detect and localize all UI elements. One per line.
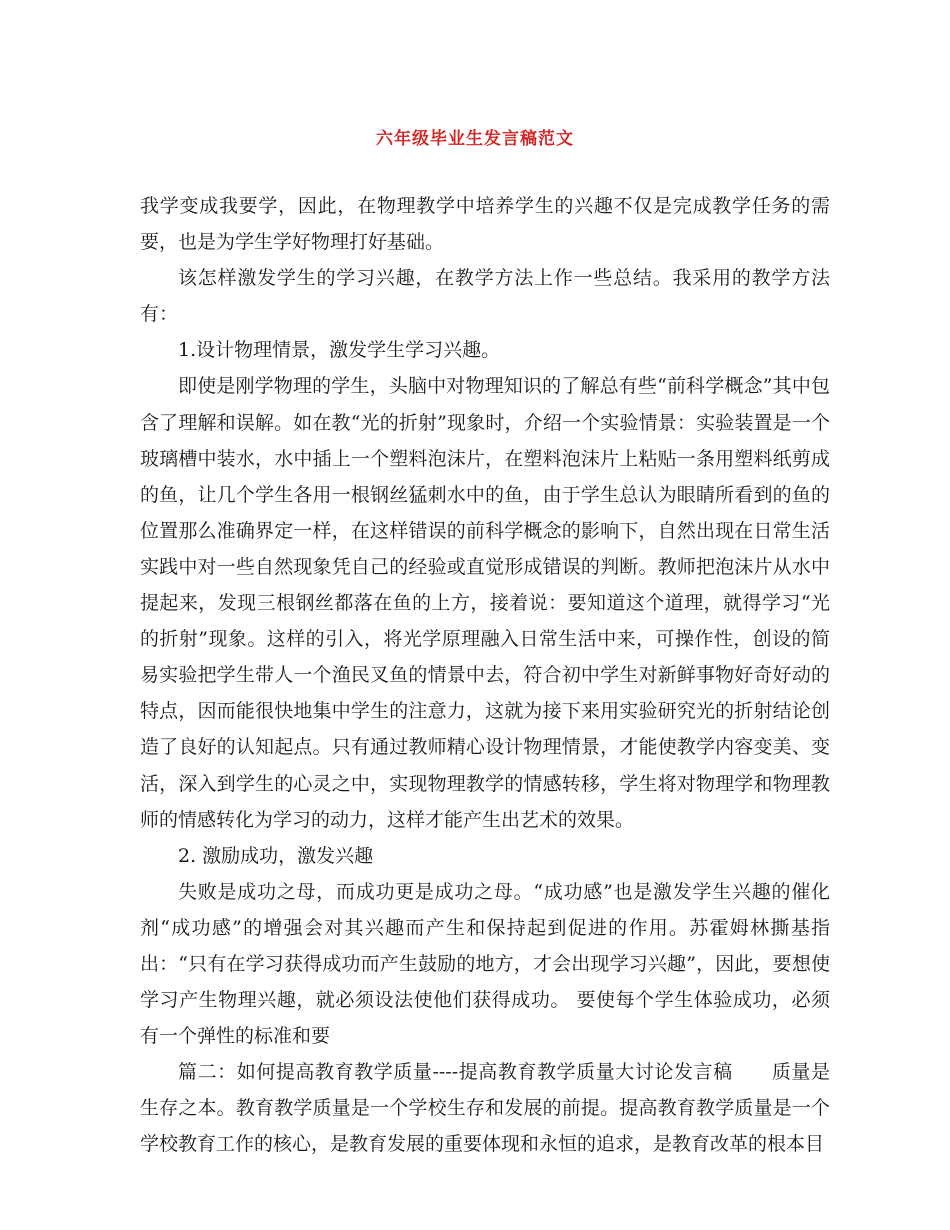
document-body: [140, 188, 830, 1163]
paragraph-3: 即使是刚学物理的学生，头脑中对物理知识的了解总有些“前科学概念”其中包含了理解和误解。如在教“光的折射”现象时，介绍一个实验情景：实验装置是一个玻璃槽中装水，水中插上一个塑料泡沫片，在塑料泡沫片上粘贴一条用塑料纸剪成的鱼，让几个学生各用一根钢丝猛刺水中的鱼，由于学生总认为眼睛所看到的鱼的位置那么准确界定一样，在这样错误的前科学概念的影响下，自然出现在日常生活实践中对一些自然现象凭自己的经验或直觉形成错误的判断。教师把泡沫片从水中提起来，发现三根钢丝都落在鱼的上方，接着说：要知道这个道理，就得学习“光的折射”现象。这样的引入，将光学原理融入日常生活中来，可操作性，创设的简易实验把学生带人一个渔民叉鱼的情景中去，符合初中学生对新鲜事物好奇好动的特点，因而能很快地集中学生的注意力，这就为接下来用实验研究光的折射结论创造了良好的认知起点。只有通过教师精心设计物理情景，才能使教学内容变美、变活，深入到学生的心灵之中，实现物理教学的情感转移，学生将对物理学和物理教师的情感转化为学习的动力，这样才能产生出艺术的效果。: [140, 375, 830, 831]
paragraph-4: 失败是成功之母，而成功更是成功之母。“成功感”也是激发学生兴趣的催化剂“成功感”的增强会对其兴趣而产生和保持起到促进的作用。苏霍姆林撕基指出：“只有在学习获得成功而产生鼓励的地方，才会出现学习兴趣”，因此，要想使学习产生物理兴趣，就必须设法使他们获得成功。 要使每个学生体验成功，必须有一个弹性的标准和要: [140, 880, 830, 1048]
heading-section-2: 2. 激励成功，激发兴趣: [178, 844, 374, 867]
paragraph-5: 篇二：如何提高教育教学质量----提高教育教学质量大讨论发言稿 质量是生存之本。教育教学质量是一个学校生存和发展的前提。提高教育教学质量是一个学校教育工作的核心，是教育发展的重要体现和永恒的追求，是教育改革的根本目: [140, 1061, 830, 1156]
paragraph-2: 该怎样激发学生的学习兴趣，在教学方法上作一些总结。我采用的教学方法有：: [140, 267, 830, 326]
document-title: 六年级毕业生发言稿范文: [376, 129, 574, 149]
paragraph-1: 我学变成我要学，因此，在物理教学中培养学生的兴趣不仅是完成教学任务的需要，也是为学生学好物理打好基础。: [140, 195, 830, 254]
heading-section-1: 1.设计物理情景，激发学生学习兴趣。: [178, 339, 501, 362]
